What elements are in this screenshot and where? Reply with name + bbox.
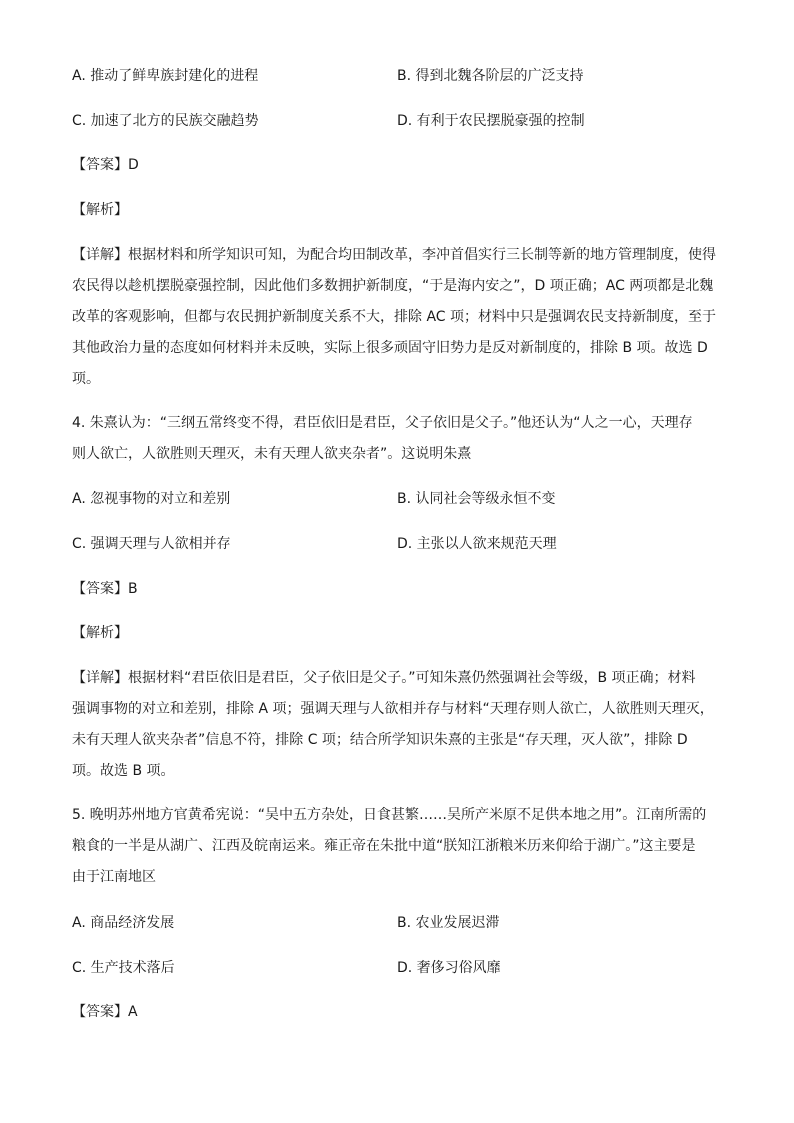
q3-analysis-label: 【解析】 <box>72 202 128 218</box>
q4-option-d: D. 主张以人欲来规范天理 <box>397 536 557 552</box>
q3-option-a: A. 推动了鲜卑族封建化的进程 <box>72 68 259 84</box>
q4-detail-line: 强调事物的对立和差别，排除 A 项；强调天理与人欲相并存与材料“天理存则人欲亡，人欲胜则天理灭， <box>72 701 714 717</box>
q3-detail-line: 改革的客观影响，但都与农民拥护新制度关系不大，排除 AC 项；材料中只是强调农民支持新制度，至于 <box>72 309 717 325</box>
q4-answer: 【答案】B <box>72 581 138 597</box>
q4-detail <box>72 663 727 787</box>
q3-answer: 【答案】D <box>72 157 139 173</box>
q5-stem-line: 由于江南地区 <box>72 869 156 885</box>
q4-detail-line: 【详解】根据材料“君臣依旧是君臣，父子依旧是父子。”可知朱熹仍然强调社会等级，B 项正确；材料 <box>72 670 696 686</box>
q3-detail-line: 农民得以趁机摆脱豪强控制，因此他们多数拥护新制度，“于是海内安之”，D 项正确；AC 两项都是北魏 <box>72 278 714 294</box>
q4-detail-line: 项。故选 B 项。 <box>72 763 175 779</box>
q4-detail-line: 未有天理人欲夹杂者”信息不符，排除 C 项；结合所学知识朱熹的主张是“存天理，灭人欲”，排除 D <box>72 732 688 748</box>
q4-option-a: A. 忽视事物的对立和差别 <box>72 491 231 507</box>
q3-detail <box>72 240 727 395</box>
q4-option-c: C. 强调天理与人欲相并存 <box>72 536 231 552</box>
q4-stem <box>72 408 727 470</box>
q3-detail-line: 其他政治力量的态度如何材料并未反映，实际上很多顽固守旧势力是反对新制度的，排除 B 项。故选 D <box>72 340 708 356</box>
q5-stem <box>72 800 727 893</box>
q3-option-d: D. 有利于农民摆脱豪强的控制 <box>397 113 585 129</box>
q3-detail-line: 【详解】根据材料和所学知识可知，为配合均田制改革，李冲首倡实行三长制等新的地方管理制度，使得 <box>72 247 716 263</box>
q5-answer: 【答案】A <box>72 1004 138 1020</box>
q4-stem-line: 则人欲亡，人欲胜则天理灭，未有天理人欲夹杂者”。这说明朱熹 <box>72 446 472 462</box>
q5-option-b: B. 农业发展迟滞 <box>397 915 500 931</box>
q3-option-c: C. 加速了北方的民族交融趋势 <box>72 113 259 129</box>
q5-option-a: A. 商品经济发展 <box>72 915 175 931</box>
q5-option-c: C. 生产技术落后 <box>72 960 175 976</box>
q4-analysis-label: 【解析】 <box>72 625 128 641</box>
q4-option-b: B. 认同社会等级永恒不变 <box>397 491 556 507</box>
q5-option-d: D. 奢侈习俗风靡 <box>397 960 501 976</box>
q4-stem-line: 4. 朱熹认为：“三纲五常终变不得，君臣依旧是君臣，父子依旧是父子。”他还认为“人之一心，天理存 <box>72 415 693 431</box>
q3-detail-line: 项。 <box>72 371 100 387</box>
q3-option-b: B. 得到北魏各阶层的广泛支持 <box>397 68 584 84</box>
q5-stem-line: 粮食的一半是从湖广、江西及皖南运来。雍正帝在朱批中道“朕知江浙粮米历来仰给于湖广。”这主要是 <box>72 838 696 854</box>
q5-stem-line: 5. 晚明苏州地方官黄希宪说：“吴中五方杂处，日食甚繁……吴所产米原不足供本地之用”。江南所需的 <box>72 807 707 823</box>
